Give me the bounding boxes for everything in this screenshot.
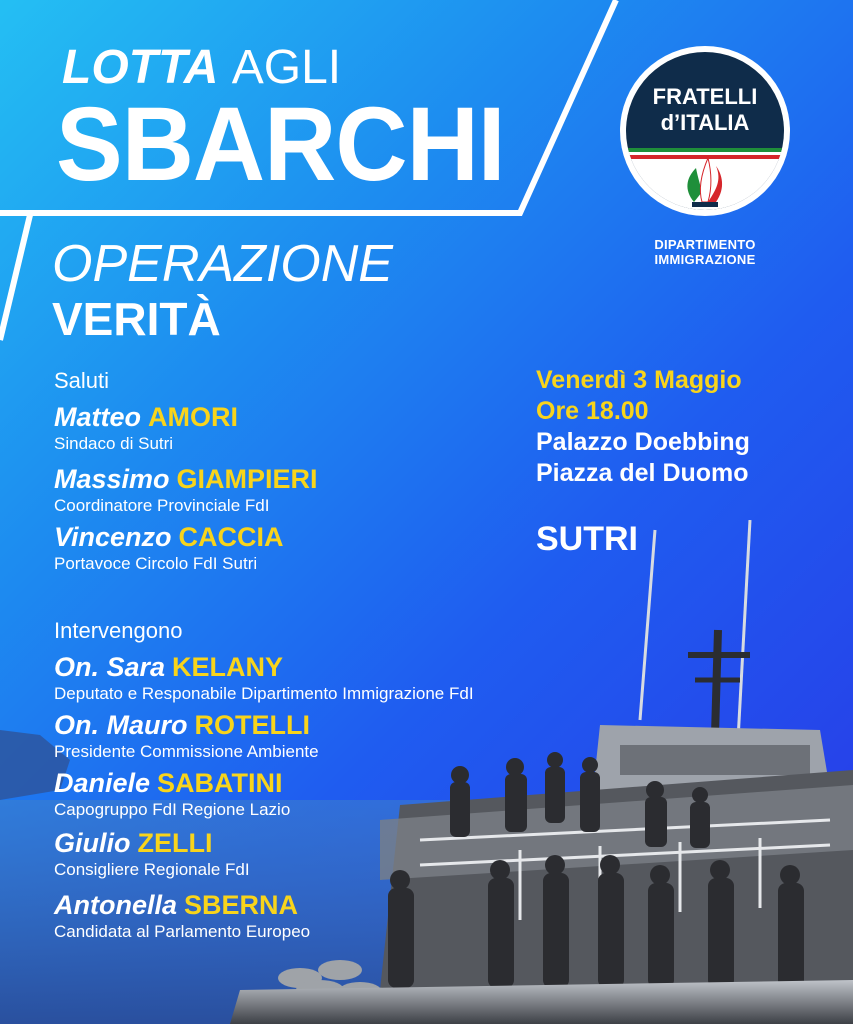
event-venue: Palazzo Doebbing xyxy=(536,428,750,456)
featured-speaker xyxy=(54,892,310,940)
speaker-first-name: Massimo xyxy=(54,464,170,494)
tricolor-flame-icon xyxy=(626,140,784,210)
subtitle-line2: VERITÀ xyxy=(52,293,221,345)
speaker-last-name: GIAMPIERI xyxy=(176,464,318,494)
speaker-first-name: Vincenzo xyxy=(54,522,172,552)
featured-speaker xyxy=(54,770,290,818)
speaker-first-name: Daniele xyxy=(54,768,151,798)
department-label-line2: IMMIGRAZIONE xyxy=(654,252,756,267)
speaker-first-name: On. Mauro xyxy=(54,710,188,740)
logo-text-line1: FRATELLI xyxy=(652,84,758,109)
greeting-speaker xyxy=(54,466,318,514)
logo-inner-circle xyxy=(626,52,784,210)
speaker-role: Sindaco di Sutri xyxy=(54,434,174,453)
headline-line2: SBARCHI xyxy=(56,85,505,204)
party-logo xyxy=(620,46,790,216)
speaker-first-name: Antonella xyxy=(54,890,178,920)
event-time: Ore 18.00 xyxy=(536,397,649,425)
speaker-last-name: KELANY xyxy=(172,652,284,682)
speaker-role: Capogruppo FdI Regione Lazio xyxy=(54,800,291,819)
speaker-role: Presidente Commissione Ambiente xyxy=(54,742,319,761)
subtitle-line1: OPERAZIONE xyxy=(52,235,393,293)
headline-word: AGLI xyxy=(231,41,342,94)
speaker-first-name: Matteo xyxy=(54,402,141,432)
headline-italic-word: LOTTA xyxy=(62,41,219,94)
speaker-role: Candidata al Parlamento Europeo xyxy=(54,922,311,941)
event-town: SUTRI xyxy=(536,520,638,558)
speaker-last-name: SABATINI xyxy=(157,768,283,798)
featured-speaker xyxy=(54,654,474,702)
speaker-role: Deputato e Responabile Dipartimento Immigrazione FdI xyxy=(54,684,474,703)
logo-text-line2: d’ITALIA xyxy=(660,110,750,135)
speaker-last-name: AMORI xyxy=(148,402,238,432)
speaker-role: Portavoce Circolo FdI Sutri xyxy=(54,554,258,573)
speaker-first-name: Giulio xyxy=(54,828,131,858)
event-square: Piazza del Duomo xyxy=(536,459,749,487)
greetings-heading: Saluti xyxy=(54,368,110,393)
speaker-last-name: SBERNA xyxy=(184,890,299,920)
featured-speaker xyxy=(54,712,319,760)
event-date: Venerdì 3 Maggio xyxy=(536,366,742,394)
greeting-speaker xyxy=(54,524,284,572)
greeting-speaker xyxy=(54,404,238,452)
speaker-role: Consigliere Regionale FdI xyxy=(54,860,250,879)
speaker-last-name: CACCIA xyxy=(178,522,284,552)
featured-speaker xyxy=(54,830,250,878)
speaker-role: Coordinatore Provinciale FdI xyxy=(54,496,270,515)
department-label-line1: DIPARTIMENTO xyxy=(654,237,756,252)
speaker-first-name: On. Sara xyxy=(54,652,166,682)
speaker-last-name: ZELLI xyxy=(137,828,213,858)
speakers-heading: Intervengono xyxy=(54,618,183,643)
speaker-last-name: ROTELLI xyxy=(194,710,310,740)
